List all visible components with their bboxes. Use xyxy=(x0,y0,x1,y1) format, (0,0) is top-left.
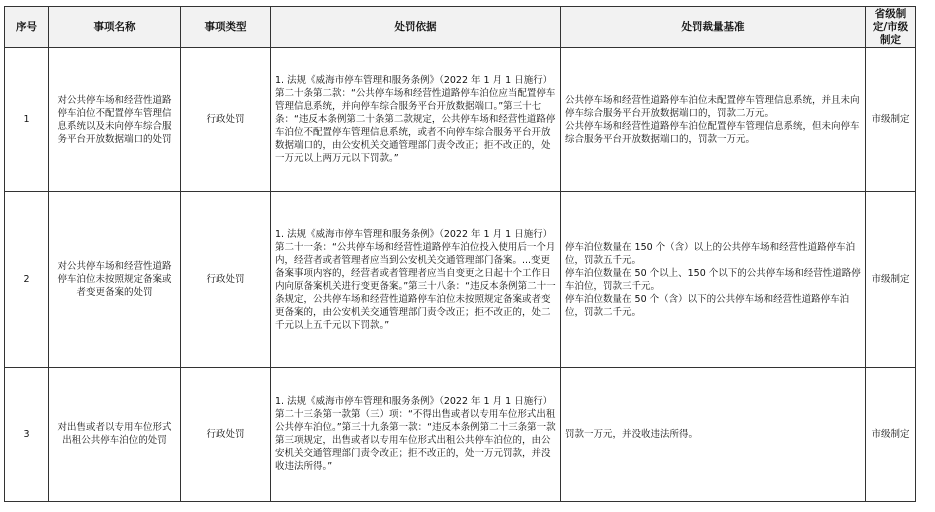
table-row xyxy=(5,48,916,192)
row-item-name: 对公共停车场和经营性道路停车泊位不配置停车管理信息系统以及未向停车综合服务平台开放数据端口的处罚 xyxy=(49,48,181,192)
row-item-type: 行政处罚 xyxy=(181,192,271,367)
header-item-name: 事项名称 xyxy=(49,7,181,48)
table-row xyxy=(5,367,916,501)
standard-line: 罚款一万元，并没收违法所得。 xyxy=(565,428,699,440)
penalty-table xyxy=(4,6,916,502)
standard-line: 停车泊位数量在 150 个（含）以上的公共停车场和经营性道路停车泊位，罚款五千元。 xyxy=(565,241,856,266)
row-seq: 3 xyxy=(5,367,49,501)
table-header-row xyxy=(5,7,916,48)
row-item-type: 行政处罚 xyxy=(181,367,271,501)
standard-line: 停车泊位数量在 50 个以上、150 个以下的公共停车场和经营性道路停车泊位，罚款三千元。 xyxy=(565,267,861,292)
header-penalty-basis: 处罚依据 xyxy=(271,7,561,48)
row-item-name: 对公共停车场和经营性道路停车泊位未按照规定备案或者变更备案的处罚 xyxy=(49,192,181,367)
row-discretion-standard xyxy=(561,367,866,501)
row-item-type: 行政处罚 xyxy=(181,48,271,192)
standard-line: 公共停车场和经营性道路停车泊位配置停车管理信息系统，但未向停车综合服务平台开放数据端口的，罚款一万元。 xyxy=(565,120,860,145)
row-discretion-standard xyxy=(561,48,866,192)
standard-line: 停车泊位数量在 50 个（含）以下的公共停车场和经营性道路停车泊位，罚款二千元。 xyxy=(565,293,850,318)
row-penalty-basis: 1. 法规《威海市停车管理和服务条例》（2022 年 1 月 1 日施行）第二十三条第一款第（三）项：“不得出售或者以专用车位形式出租公共停车泊位。”第三十九条第一款：“违反本条例第二十三条第一款第三项规定，出售或者以专用车位形式出租公共停车泊位的，由公安机关交通管理部门责令改正；拒不改正的，处一万元罚款，并没收违法所得。” xyxy=(271,367,561,501)
header-discretion-standard: 处罚裁量基准 xyxy=(561,7,866,48)
row-item-name: 对出售或者以专用车位形式出租公共停车泊位的处罚 xyxy=(49,367,181,501)
header-seq: 序号 xyxy=(5,7,49,48)
row-formulation-level: 市级制定 xyxy=(866,192,916,367)
row-penalty-basis: 1. 法规《威海市停车管理和服务条例》（2022 年 1 月 1 日施行）第二十一条：“公共停车场和经营性道路停车泊位投入使用后一个月内，经营者或者管理者应当到公安机关交通管理部门备案。...变更备案事项内容的，经营者或者管理者应当自变更之日起十个工作日内向原备案机关进行变更备案。”第三十八条：“违反本条例第二十一条规定，公共停车场和经营性道路停车泊位未按照规定备案或者变更备案的，由公安机关交通管理部门责令改正；拒不改正的，处二千元以上五千元以下罚款。” xyxy=(271,192,561,367)
row-formulation-level: 市级制定 xyxy=(866,48,916,192)
row-seq: 2 xyxy=(5,192,49,367)
header-formulation-level: 省级制定/市级制定 xyxy=(866,7,916,48)
table-row xyxy=(5,192,916,367)
row-seq: 1 xyxy=(5,48,49,192)
row-formulation-level: 市级制定 xyxy=(866,367,916,501)
row-discretion-standard xyxy=(561,192,866,367)
header-item-type: 事项类型 xyxy=(181,7,271,48)
standard-line: 公共停车场和经营性道路停车泊位未配置停车管理信息系统，并且未向停车综合服务平台开放数据端口的，罚款二万元。 xyxy=(565,94,860,119)
row-penalty-basis: 1. 法规《威海市停车管理和服务条例》（2022 年 1 月 1 日施行）第二十条第二款：“公共停车场和经营性道路停车泊位应当配置停车管理信息系统，并向停车综合服务平台开放数据端口。”第三十七条：“违反本条例第二十条第二款规定，公共停车场和经营性道路停车泊位不配置停车管理信息系统，或者不向停车综合服务平台开放数据端口的，由公安机关交通管理部门责令改正；拒不改正的，处一万元以上两万元以下罚款。” xyxy=(271,48,561,192)
